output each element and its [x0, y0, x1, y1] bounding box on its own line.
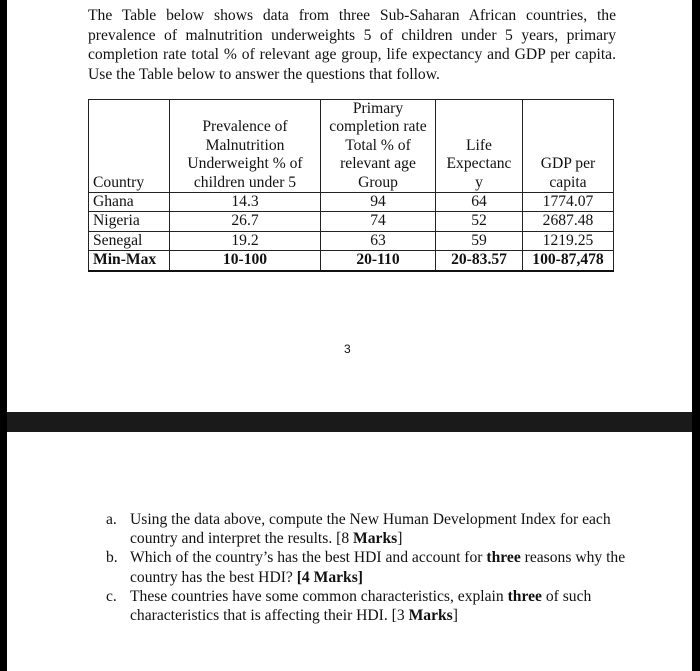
header-line: relevant age	[340, 155, 416, 173]
header-country: Country	[89, 100, 170, 193]
cell-gdp: 2687.48	[523, 212, 614, 231]
cell-primary: 74	[321, 212, 436, 231]
question-letter: b.	[106, 549, 118, 567]
country-data-table	[88, 99, 614, 272]
cell-country: Ghana	[89, 193, 170, 212]
cell-malnutrition: 10-100	[170, 251, 321, 271]
question-item	[106, 548, 626, 586]
header-line: GDP per	[540, 155, 596, 173]
header-line: Malnutrition	[205, 136, 285, 154]
question-letter: a.	[106, 511, 117, 528]
header-line: y	[475, 173, 483, 191]
cell-country: Nigeria	[89, 212, 170, 231]
header-line: Expectanc	[446, 155, 512, 173]
cell-gdp: 1774.07	[523, 193, 614, 212]
header-line: Primary	[352, 100, 404, 117]
cell-malnutrition: 19.2	[170, 231, 321, 250]
header-line: Underweight % of	[187, 155, 303, 173]
text-run: ]	[452, 607, 458, 625]
cell-life: 59	[436, 231, 523, 250]
header-line: Group	[358, 173, 398, 191]
cell-life: 52	[436, 212, 523, 231]
text-run-bold: three	[507, 587, 542, 605]
header-line: children under 5	[193, 173, 297, 191]
cell-gdp: 100-87,478	[523, 251, 614, 271]
question-text	[130, 549, 625, 585]
cell-malnutrition: 14.3	[170, 193, 321, 212]
question-letter: c.	[106, 587, 117, 605]
header-line: Life	[466, 136, 492, 154]
header-line: capita	[549, 173, 587, 191]
text-run-bold: three	[486, 549, 521, 567]
question-text	[130, 511, 611, 547]
header-line: Total % of	[345, 136, 411, 154]
header-life-expectancy	[436, 100, 523, 193]
header-line: Prevalence of	[202, 118, 288, 136]
text-run: of such characteristics that is affecting their HDI. [3	[130, 587, 592, 625]
text-run: ]	[397, 530, 403, 548]
table-row	[89, 193, 614, 212]
cell-country: Senegal	[89, 231, 170, 250]
cell-life: 20-83.57	[436, 251, 523, 271]
header-gdp-per-capita	[523, 100, 614, 193]
question-item	[106, 510, 626, 548]
cell-malnutrition: 26.7	[170, 212, 321, 231]
intro-paragraph: The Table below shows data from three Sub-Saharan African countries, the prevalence of malnutrition underweights 5 of children under 5 years, primary completion rate total % of relevant age group, life expectancy and GDP per capita. Use the Table below to answer the questions that follow.	[88, 7, 616, 83]
page-number: 3	[344, 342, 351, 356]
text-run: These countries have some common characteristics, explain	[130, 587, 508, 605]
text-run: Which of the country’s has the best HDI and account for	[130, 549, 487, 567]
cell-gdp: 1219.25	[523, 231, 614, 250]
cell-primary: 94	[321, 193, 436, 212]
question-list	[106, 510, 626, 625]
question-text	[130, 588, 591, 624]
table-header-row	[89, 100, 614, 193]
table-row	[89, 212, 614, 231]
text-run: reasons why the country has the best HDI?	[130, 549, 626, 586]
question-item	[106, 587, 626, 625]
header-primary-completion	[321, 100, 436, 193]
header-line: completion rate	[329, 118, 427, 136]
scan-edge-right	[692, 0, 700, 671]
cell-primary: 20-110	[321, 251, 436, 271]
text-run: Using the data above, compute the New Human Development Index for each country and interpret the results. [8	[130, 511, 611, 548]
text-run-bold: Marks	[408, 607, 453, 625]
cell-life: 64	[436, 193, 523, 212]
text-run-bold: Marks	[353, 530, 398, 548]
page-gap	[0, 412, 700, 432]
table-row-min-max	[89, 251, 614, 271]
text-run-bold: [4 Marks]	[296, 568, 363, 586]
cell-primary: 63	[321, 231, 436, 250]
table-row	[89, 231, 614, 250]
scan-edge-left	[0, 0, 7, 671]
header-malnutrition	[170, 100, 321, 193]
cell-country: Min-Max	[89, 251, 170, 271]
